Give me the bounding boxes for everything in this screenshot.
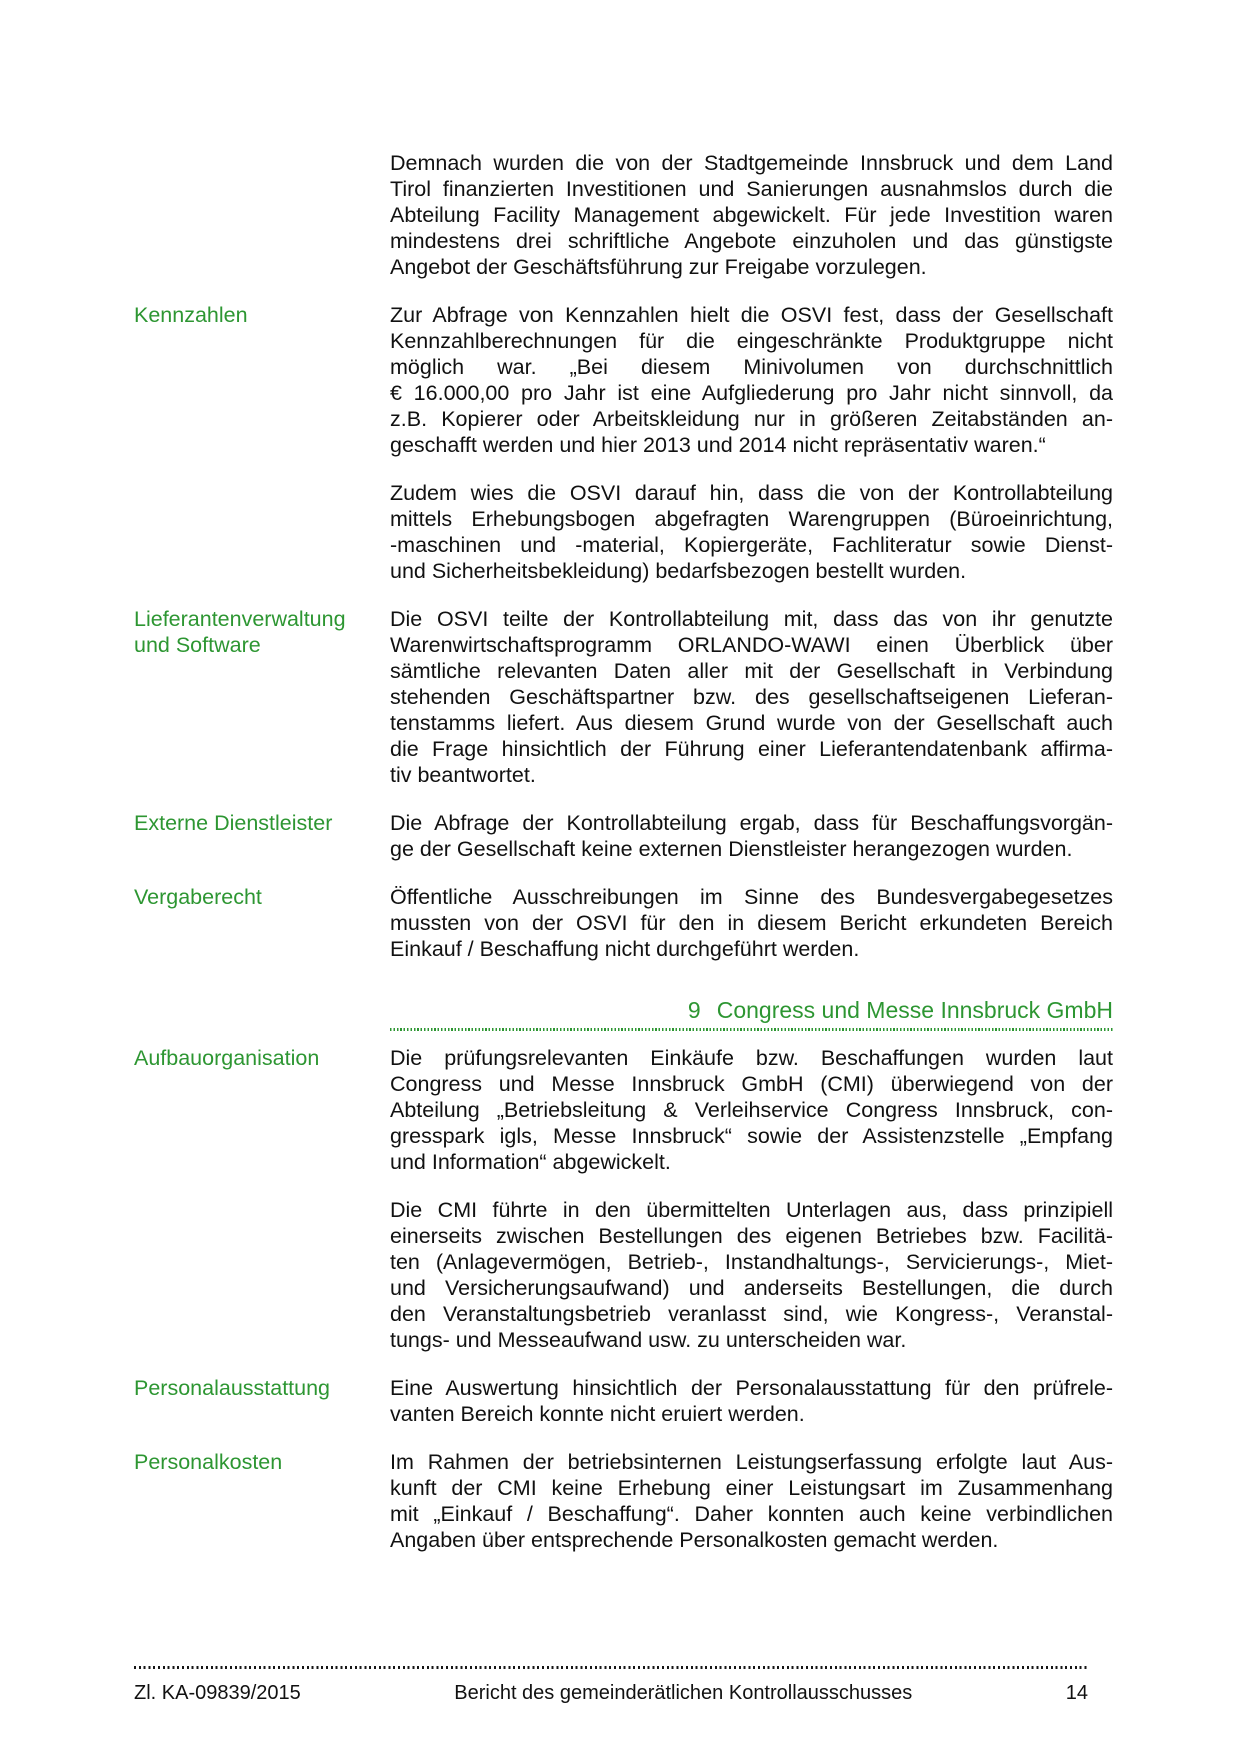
paragraph (390, 884, 1113, 962)
footer-reference: Zl. KA-09839/2015 (134, 1682, 301, 1704)
section-row (134, 1449, 1113, 1553)
paragraph (390, 810, 1113, 862)
footer-report-title: Bericht des gemeinderätlichen Kontrollausschusses (454, 1682, 913, 1704)
paragraph-line: geschafft werden und hier 2013 und 2014 nicht repräsentativ waren.“ (390, 433, 1046, 457)
section-row (134, 150, 1113, 280)
paragraph-line: z.B. Kopierer oder Arbeitskleidung nur in größeren Zeitabständen an- (390, 407, 1113, 431)
paragraph-line: tenstamms liefert. Aus diesem Grund wurde von der Gesellschaft auch (390, 711, 1113, 735)
paragraph-line: -maschinen und -material, Kopiergeräte, Fachliteratur sowie Dienst- (390, 533, 1113, 557)
paragraph-line: Kennzahlberechnungen für die eingeschränkte Produktgruppe nicht (390, 329, 1113, 353)
paragraph-line: Angebot der Geschäftsführung zur Freigabe vorzulegen. (390, 255, 927, 279)
section-row (134, 884, 1113, 962)
paragraph-line: Abteilung Facility Management abgewickelt. Für jede Investition waren (390, 203, 1113, 227)
paragraph-line: Die Abfrage der Kontrollabteilung ergab, dass für Beschaffungsvorgän- (390, 811, 1113, 835)
section-row (134, 1375, 1113, 1427)
section-row (134, 302, 1113, 458)
paragraph-line: Angaben über entsprechende Personalkosten gemacht werden. (390, 1527, 999, 1552)
section-label-line: Kennzahlen (134, 303, 248, 327)
paragraph-line: mit „Einkauf / Beschaffung“. Daher konnten auch keine verbindlichen (390, 1501, 1113, 1526)
sections-before-heading (134, 150, 1113, 962)
paragraph-line: Die CMI führte in den übermittelten Unterlagen aus, dass prinzipiell (390, 1197, 1113, 1222)
paragraph-line: Abteilung „Betriebsleitung & Verleihservice Congress Innsbruck, con- (390, 1097, 1113, 1122)
paragraph-line: und Information“ abgewickelt. (390, 1149, 671, 1174)
page-content (134, 150, 1113, 1575)
heading-title: Congress und Messe Innsbruck GmbH (716, 997, 1113, 1023)
paragraph-line: mussten von der OSVI für den in diesem Bericht erkundeten Bereich (390, 911, 1113, 935)
paragraph (390, 1449, 1113, 1553)
paragraph (390, 1045, 1113, 1175)
paragraph-line: Zur Abfrage von Kennzahlen hielt die OSVI fest, dass der Gesellschaft (390, 303, 1113, 327)
footer-dotted-rule (134, 1666, 1088, 1669)
section-label-line: Vergaberecht (134, 885, 262, 909)
section-label (134, 884, 390, 962)
paragraph-line: kunft der CMI keine Erhebung einer Leistungsart im Zusammenhang (390, 1475, 1113, 1500)
section-label (134, 1375, 390, 1427)
section-label-line: Personalausstattung (134, 1375, 331, 1400)
section-row (134, 1045, 1113, 1175)
paragraph-line: Congress und Messe Innsbruck GmbH (CMI) überwiegend von der (390, 1071, 1113, 1096)
paragraph-line: vanten Bereich konnte nicht eruiert werden. (390, 1401, 805, 1426)
section-label (134, 150, 390, 280)
paragraph-line: und Versicherungsaufwand) und anderseits Bestellungen, die durch (390, 1275, 1113, 1300)
section-heading-block (390, 996, 1113, 1031)
paragraph (390, 150, 1113, 280)
paragraph (390, 1375, 1113, 1427)
paragraph-line: ge der Gesellschaft keine externen Dienstleister herangezogen wurden. (390, 837, 1073, 861)
paragraph (390, 606, 1113, 788)
section-heading (390, 996, 1113, 1024)
paragraph-line: Tirol finanzierten Investitionen und Sanierungen ausnahmslos durch die (390, 177, 1113, 201)
section-label-line: und Software (134, 633, 261, 657)
paragraph-line: Warenwirtschaftsprogramm ORLANDO-WAWI einen Überblick über (390, 633, 1113, 657)
paragraph-line: ten (Anlagevermögen, Betrieb-, Instandhaltungs-, Servicierungs-, Miet- (390, 1249, 1113, 1274)
section-label (134, 480, 390, 584)
paragraph-line: Im Rahmen der betriebsinternen Leistungserfassung erfolgte laut Aus- (390, 1449, 1113, 1474)
section-row (134, 810, 1113, 862)
section-label-line: Lieferantenverwaltung (134, 607, 346, 631)
section-label (134, 302, 390, 458)
paragraph-line: Die prüfungsrelevanten Einkäufe bzw. Beschaffungen wurden laut (390, 1045, 1113, 1070)
paragraph-line: den Veranstaltungsbetrieb veranlasst sind, wie Kongress-, Veranstal- (390, 1301, 1113, 1326)
paragraph-line: Öffentliche Ausschreibungen im Sinne des Bundesvergabegesetzes (390, 885, 1113, 909)
paragraph-line: die Frage hinsichtlich der Führung einer Lieferantendatenbank affirma- (390, 737, 1113, 761)
section-label-line: Aufbauorganisation (134, 1045, 320, 1070)
paragraph-line: Einkauf / Beschaffung nicht durchgeführt werden. (390, 937, 860, 961)
paragraph (390, 480, 1113, 584)
page-footer (134, 1666, 1088, 1705)
footer-page-number: 14 (1065, 1682, 1088, 1704)
heading-dotted-rule (390, 1028, 1113, 1031)
paragraph-line: Die OSVI teilte der Kontrollabteilung mit, dass das von ihr genutzte (390, 607, 1113, 631)
paragraph (390, 1197, 1113, 1353)
paragraph (390, 302, 1113, 458)
paragraph-line: stehenden Geschäftspartner bzw. des gesellschaftseigenen Lieferan- (390, 685, 1113, 709)
paragraph-line: möglich war. „Bei diesem Minivolumen von durchschnittlich (390, 355, 1113, 379)
section-label (134, 1197, 390, 1353)
paragraph-line: Demnach wurden die von der Stadtgemeinde Innsbruck und dem Land (390, 151, 1113, 175)
paragraph-line: und Sicherheitsbekleidung) bedarfsbezogen bestellt wurden. (390, 559, 967, 583)
paragraph-line: Eine Auswertung hinsichtlich der Personalausstattung für den prüfrele- (390, 1375, 1113, 1400)
section-label (134, 810, 390, 862)
paragraph-line: einerseits zwischen Bestellungen des eigenen Betriebes bzw. Facilitä- (390, 1223, 1113, 1248)
section-row (134, 606, 1113, 788)
paragraph-line: tiv beantwortet. (390, 763, 536, 787)
sections-after-heading (134, 1045, 1113, 1553)
section-row (134, 1197, 1113, 1353)
section-label (134, 1449, 390, 1553)
paragraph-line: Zudem wies die OSVI darauf hin, dass die von der Kontrollabteilung (390, 481, 1113, 505)
paragraph-line: € 16.000,00 pro Jahr ist eine Aufgliederung pro Jahr nicht sinnvoll, da (390, 381, 1113, 405)
paragraph-line: mindestens drei schriftliche Angebote einzuholen und das günstigste (390, 229, 1113, 253)
heading-number: 9 (687, 997, 701, 1023)
paragraph-line: tungs- und Messeaufwand usw. zu unterscheiden war. (390, 1327, 907, 1352)
section-label (134, 606, 390, 788)
paragraph-line: sämtliche relevanten Daten aller mit der Gesellschaft in Verbindung (390, 659, 1113, 683)
section-label-line: Personalkosten (134, 1449, 283, 1474)
section-label (134, 1045, 390, 1175)
footer-text-row (134, 1681, 1088, 1705)
section-label-line: Externe Dienstleister (134, 811, 333, 835)
paragraph-line: gresspark igls, Messe Innsbruck“ sowie der Assistenzstelle „Empfang (390, 1123, 1113, 1148)
paragraph-line: mittels Erhebungsbogen abgefragten Warengruppen (Büroeinrichtung, (390, 507, 1113, 531)
section-row (134, 480, 1113, 584)
